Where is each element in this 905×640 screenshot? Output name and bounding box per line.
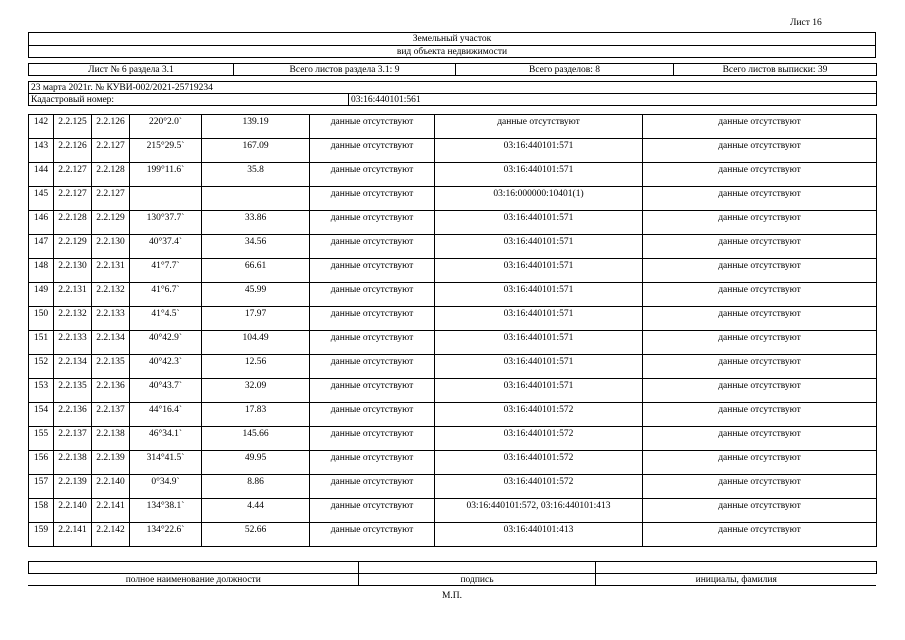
direction-angle: 40°42.3` [130, 355, 202, 379]
point-to: 2.2.126 [92, 115, 130, 139]
col-rights-holders: данные отсутствуют [643, 379, 877, 403]
direction-angle: 41°7.7` [130, 259, 202, 283]
col-adjacent-parcels: 03:16:440101:571 [435, 307, 643, 331]
point-to: 2.2.136 [92, 379, 130, 403]
row-number: 150 [29, 307, 54, 331]
horizontal-length: 17.97 [202, 307, 310, 331]
direction-angle: 0°34.9` [130, 475, 202, 499]
point-to: 2.2.129 [92, 211, 130, 235]
point-to: 2.2.140 [92, 475, 130, 499]
horizontal-length: 34.56 [202, 235, 310, 259]
sheet-of-section: Лист № 6 раздела 3.1 [29, 64, 234, 76]
total-section-sheets: Всего листов раздела 3.1: 9 [234, 64, 456, 76]
horizontal-length: 8.86 [202, 475, 310, 499]
point-from: 2.2.131 [54, 283, 92, 307]
document-reference: 23 марта 2021г. № КУВИ-002/2021-25719234 [29, 82, 877, 94]
position-caption: полное наименование должности [29, 574, 359, 586]
point-to: 2.2.142 [92, 523, 130, 547]
row-number: 142 [29, 115, 54, 139]
object-type-caption: вид объекта недвижимости [396, 47, 508, 57]
point-to: 2.2.130 [92, 235, 130, 259]
table-row [29, 259, 877, 283]
horizontal-length: 12.56 [202, 355, 310, 379]
sheet-info-table [28, 63, 877, 76]
point-to: 2.2.132 [92, 283, 130, 307]
row-number: 155 [29, 427, 54, 451]
cadastral-number-value: 03:16:440101:561 [349, 94, 877, 106]
table-row [29, 355, 877, 379]
horizontal-length: 35.8 [202, 163, 310, 187]
direction-angle: 41°6.7` [130, 283, 202, 307]
row-number: 145 [29, 187, 54, 211]
name-caption: инициалы, фамилия [596, 574, 877, 586]
table-row [29, 523, 877, 547]
row-number: 143 [29, 139, 54, 163]
row-number: 152 [29, 355, 54, 379]
direction-angle: 44°16.4` [130, 403, 202, 427]
boundary-parts-table [28, 114, 877, 547]
direction-angle: 40°37.4` [130, 235, 202, 259]
col-adjacent-parcels: 03:16:440101:572 [435, 451, 643, 475]
table-row [29, 163, 877, 187]
table-row [29, 499, 877, 523]
col-rights-holders: данные отсутствуют [643, 355, 877, 379]
col-description: данные отсутствуют [310, 379, 435, 403]
col-adjacent-parcels: 03:16:440101:571 [435, 139, 643, 163]
direction-angle [130, 187, 202, 211]
point-from: 2.2.125 [54, 115, 92, 139]
col-adjacent-parcels: 03:16:440101:571 [435, 259, 643, 283]
table-row [29, 331, 877, 355]
point-from: 2.2.129 [54, 235, 92, 259]
col-adjacent-parcels: 03:16:440101:571 [435, 235, 643, 259]
row-number: 148 [29, 259, 54, 283]
point-to: 2.2.141 [92, 499, 130, 523]
point-from: 2.2.137 [54, 427, 92, 451]
point-from: 2.2.133 [54, 331, 92, 355]
point-from: 2.2.128 [54, 211, 92, 235]
col-rights-holders: данные отсутствуют [643, 139, 877, 163]
horizontal-length: 139.19 [202, 115, 310, 139]
col-description: данные отсутствуют [310, 451, 435, 475]
col-adjacent-parcels: 03:16:440101:572 [435, 403, 643, 427]
horizontal-length: 32.09 [202, 379, 310, 403]
point-from: 2.2.130 [54, 259, 92, 283]
col-description: данные отсутствуют [310, 163, 435, 187]
row-number: 157 [29, 475, 54, 499]
col-rights-holders: данные отсутствуют [643, 259, 877, 283]
horizontal-length: 66.61 [202, 259, 310, 283]
point-to: 2.2.134 [92, 331, 130, 355]
col-rights-holders: данные отсутствуют [643, 283, 877, 307]
horizontal-length: 45.99 [202, 283, 310, 307]
table-row [29, 379, 877, 403]
col-description: данные отсутствуют [310, 235, 435, 259]
point-to: 2.2.135 [92, 355, 130, 379]
col-rights-holders: данные отсутствуют [643, 307, 877, 331]
col-rights-holders: данные отсутствуют [643, 331, 877, 355]
table-row [29, 475, 877, 499]
point-from: 2.2.139 [54, 475, 92, 499]
point-to: 2.2.139 [92, 451, 130, 475]
col-adjacent-parcels: 03:16:440101:413 [435, 523, 643, 547]
table-row [29, 235, 877, 259]
point-to: 2.2.133 [92, 307, 130, 331]
point-from: 2.2.127 [54, 163, 92, 187]
col-description: данные отсутствуют [310, 187, 435, 211]
table-row [29, 403, 877, 427]
col-adjacent-parcels: 03:16:440101:572 [435, 427, 643, 451]
col-description: данные отсутствуют [310, 403, 435, 427]
direction-angle: 199°11.6` [130, 163, 202, 187]
col-rights-holders: данные отсутствуют [643, 211, 877, 235]
point-from: 2.2.138 [54, 451, 92, 475]
col-description: данные отсутствуют [310, 139, 435, 163]
row-number: 151 [29, 331, 54, 355]
col-description: данные отсутствуют [310, 307, 435, 331]
table-row [29, 139, 877, 163]
point-to: 2.2.138 [92, 427, 130, 451]
signature-bottom-rule [28, 585, 876, 586]
direction-angle: 130°37.7` [130, 211, 202, 235]
name-field [596, 562, 877, 574]
point-to: 2.2.131 [92, 259, 130, 283]
direction-angle: 40°43.7` [130, 379, 202, 403]
point-from: 2.2.126 [54, 139, 92, 163]
position-field [29, 562, 359, 574]
total-sections: Всего разделов: 8 [456, 64, 674, 76]
row-number: 156 [29, 451, 54, 475]
total-extract-sheets: Всего листов выписки: 39 [674, 64, 877, 76]
horizontal-length: 17.83 [202, 403, 310, 427]
col-description: данные отсутствуют [310, 355, 435, 379]
col-rights-holders: данные отсутствуют [643, 115, 877, 139]
row-number: 146 [29, 211, 54, 235]
direction-angle: 220°2.0` [130, 115, 202, 139]
horizontal-length: 104.49 [202, 331, 310, 355]
signature-caption: подпись [359, 574, 596, 586]
horizontal-length: 167.09 [202, 139, 310, 163]
table-row [29, 211, 877, 235]
horizontal-length: 33.86 [202, 211, 310, 235]
col-adjacent-parcels: 03:16:440101:571 [435, 379, 643, 403]
col-rights-holders: данные отсутствуют [643, 187, 877, 211]
horizontal-length: 4.44 [202, 499, 310, 523]
point-from: 2.2.135 [54, 379, 92, 403]
table-row [29, 451, 877, 475]
point-from: 2.2.136 [54, 403, 92, 427]
table-row [29, 187, 877, 211]
col-description: данные отсутствуют [310, 115, 435, 139]
horizontal-length: 145.66 [202, 427, 310, 451]
col-description: данные отсутствуют [310, 211, 435, 235]
col-rights-holders: данные отсутствуют [643, 427, 877, 451]
document-reference-table [28, 81, 877, 106]
point-to: 2.2.128 [92, 163, 130, 187]
sheet-number: Лист 16 [790, 18, 822, 28]
col-adjacent-parcels: 03:16:440101:572, 03:16:440101:413 [435, 499, 643, 523]
row-number: 159 [29, 523, 54, 547]
col-rights-holders: данные отсутствуют [643, 499, 877, 523]
row-number: 158 [29, 499, 54, 523]
col-rights-holders: данные отсутствуют [643, 235, 877, 259]
row-number: 144 [29, 163, 54, 187]
col-description: данные отсутствуют [310, 499, 435, 523]
point-from: 2.2.141 [54, 523, 92, 547]
document-header [28, 32, 876, 58]
col-adjacent-parcels: данные отсутствуют [435, 115, 643, 139]
direction-angle: 41°4.5` [130, 307, 202, 331]
col-adjacent-parcels: 03:16:000000:10401(1) [435, 187, 643, 211]
col-adjacent-parcels: 03:16:440101:571 [435, 211, 643, 235]
point-from: 2.2.132 [54, 307, 92, 331]
point-from: 2.2.140 [54, 499, 92, 523]
direction-angle: 134°38.1` [130, 499, 202, 523]
row-number: 147 [29, 235, 54, 259]
col-adjacent-parcels: 03:16:440101:571 [435, 283, 643, 307]
horizontal-length: 49.95 [202, 451, 310, 475]
row-number: 149 [29, 283, 54, 307]
col-adjacent-parcels: 03:16:440101:571 [435, 163, 643, 187]
object-title: Земельный участок [29, 33, 875, 46]
row-number: 154 [29, 403, 54, 427]
col-description: данные отсутствуют [310, 427, 435, 451]
col-description: данные отсутствуют [310, 259, 435, 283]
direction-angle: 314°41.5` [130, 451, 202, 475]
direction-angle: 215°29.5` [130, 139, 202, 163]
col-adjacent-parcels: 03:16:440101:572 [435, 475, 643, 499]
horizontal-length [202, 187, 310, 211]
col-description: данные отсутствуют [310, 475, 435, 499]
cadastral-number-label: Кадастровый номер: [29, 94, 349, 106]
col-adjacent-parcels: 03:16:440101:571 [435, 331, 643, 355]
col-description: данные отсутствуют [310, 523, 435, 547]
direction-angle: 46°34.1` [130, 427, 202, 451]
row-number: 153 [29, 379, 54, 403]
signature-table [28, 561, 877, 586]
horizontal-length: 52.66 [202, 523, 310, 547]
table-row [29, 427, 877, 451]
col-rights-holders: данные отсутствуют [643, 475, 877, 499]
col-rights-holders: данные отсутствуют [643, 523, 877, 547]
table-row [29, 283, 877, 307]
table-row [29, 307, 877, 331]
col-description: данные отсутствуют [310, 283, 435, 307]
table-row [29, 115, 877, 139]
col-rights-holders: данные отсутствуют [643, 163, 877, 187]
col-rights-holders: данные отсутствуют [643, 451, 877, 475]
point-from: 2.2.127 [54, 187, 92, 211]
signature-field [359, 562, 596, 574]
col-description: данные отсутствуют [310, 331, 435, 355]
stamp-place: М.П. [441, 591, 463, 601]
point-to: 2.2.127 [92, 187, 130, 211]
col-adjacent-parcels: 03:16:440101:571 [435, 355, 643, 379]
point-to: 2.2.127 [92, 139, 130, 163]
direction-angle: 134°22.6` [130, 523, 202, 547]
col-rights-holders: данные отсутствуют [643, 403, 877, 427]
point-from: 2.2.134 [54, 355, 92, 379]
direction-angle: 40°42.9` [130, 331, 202, 355]
point-to: 2.2.137 [92, 403, 130, 427]
